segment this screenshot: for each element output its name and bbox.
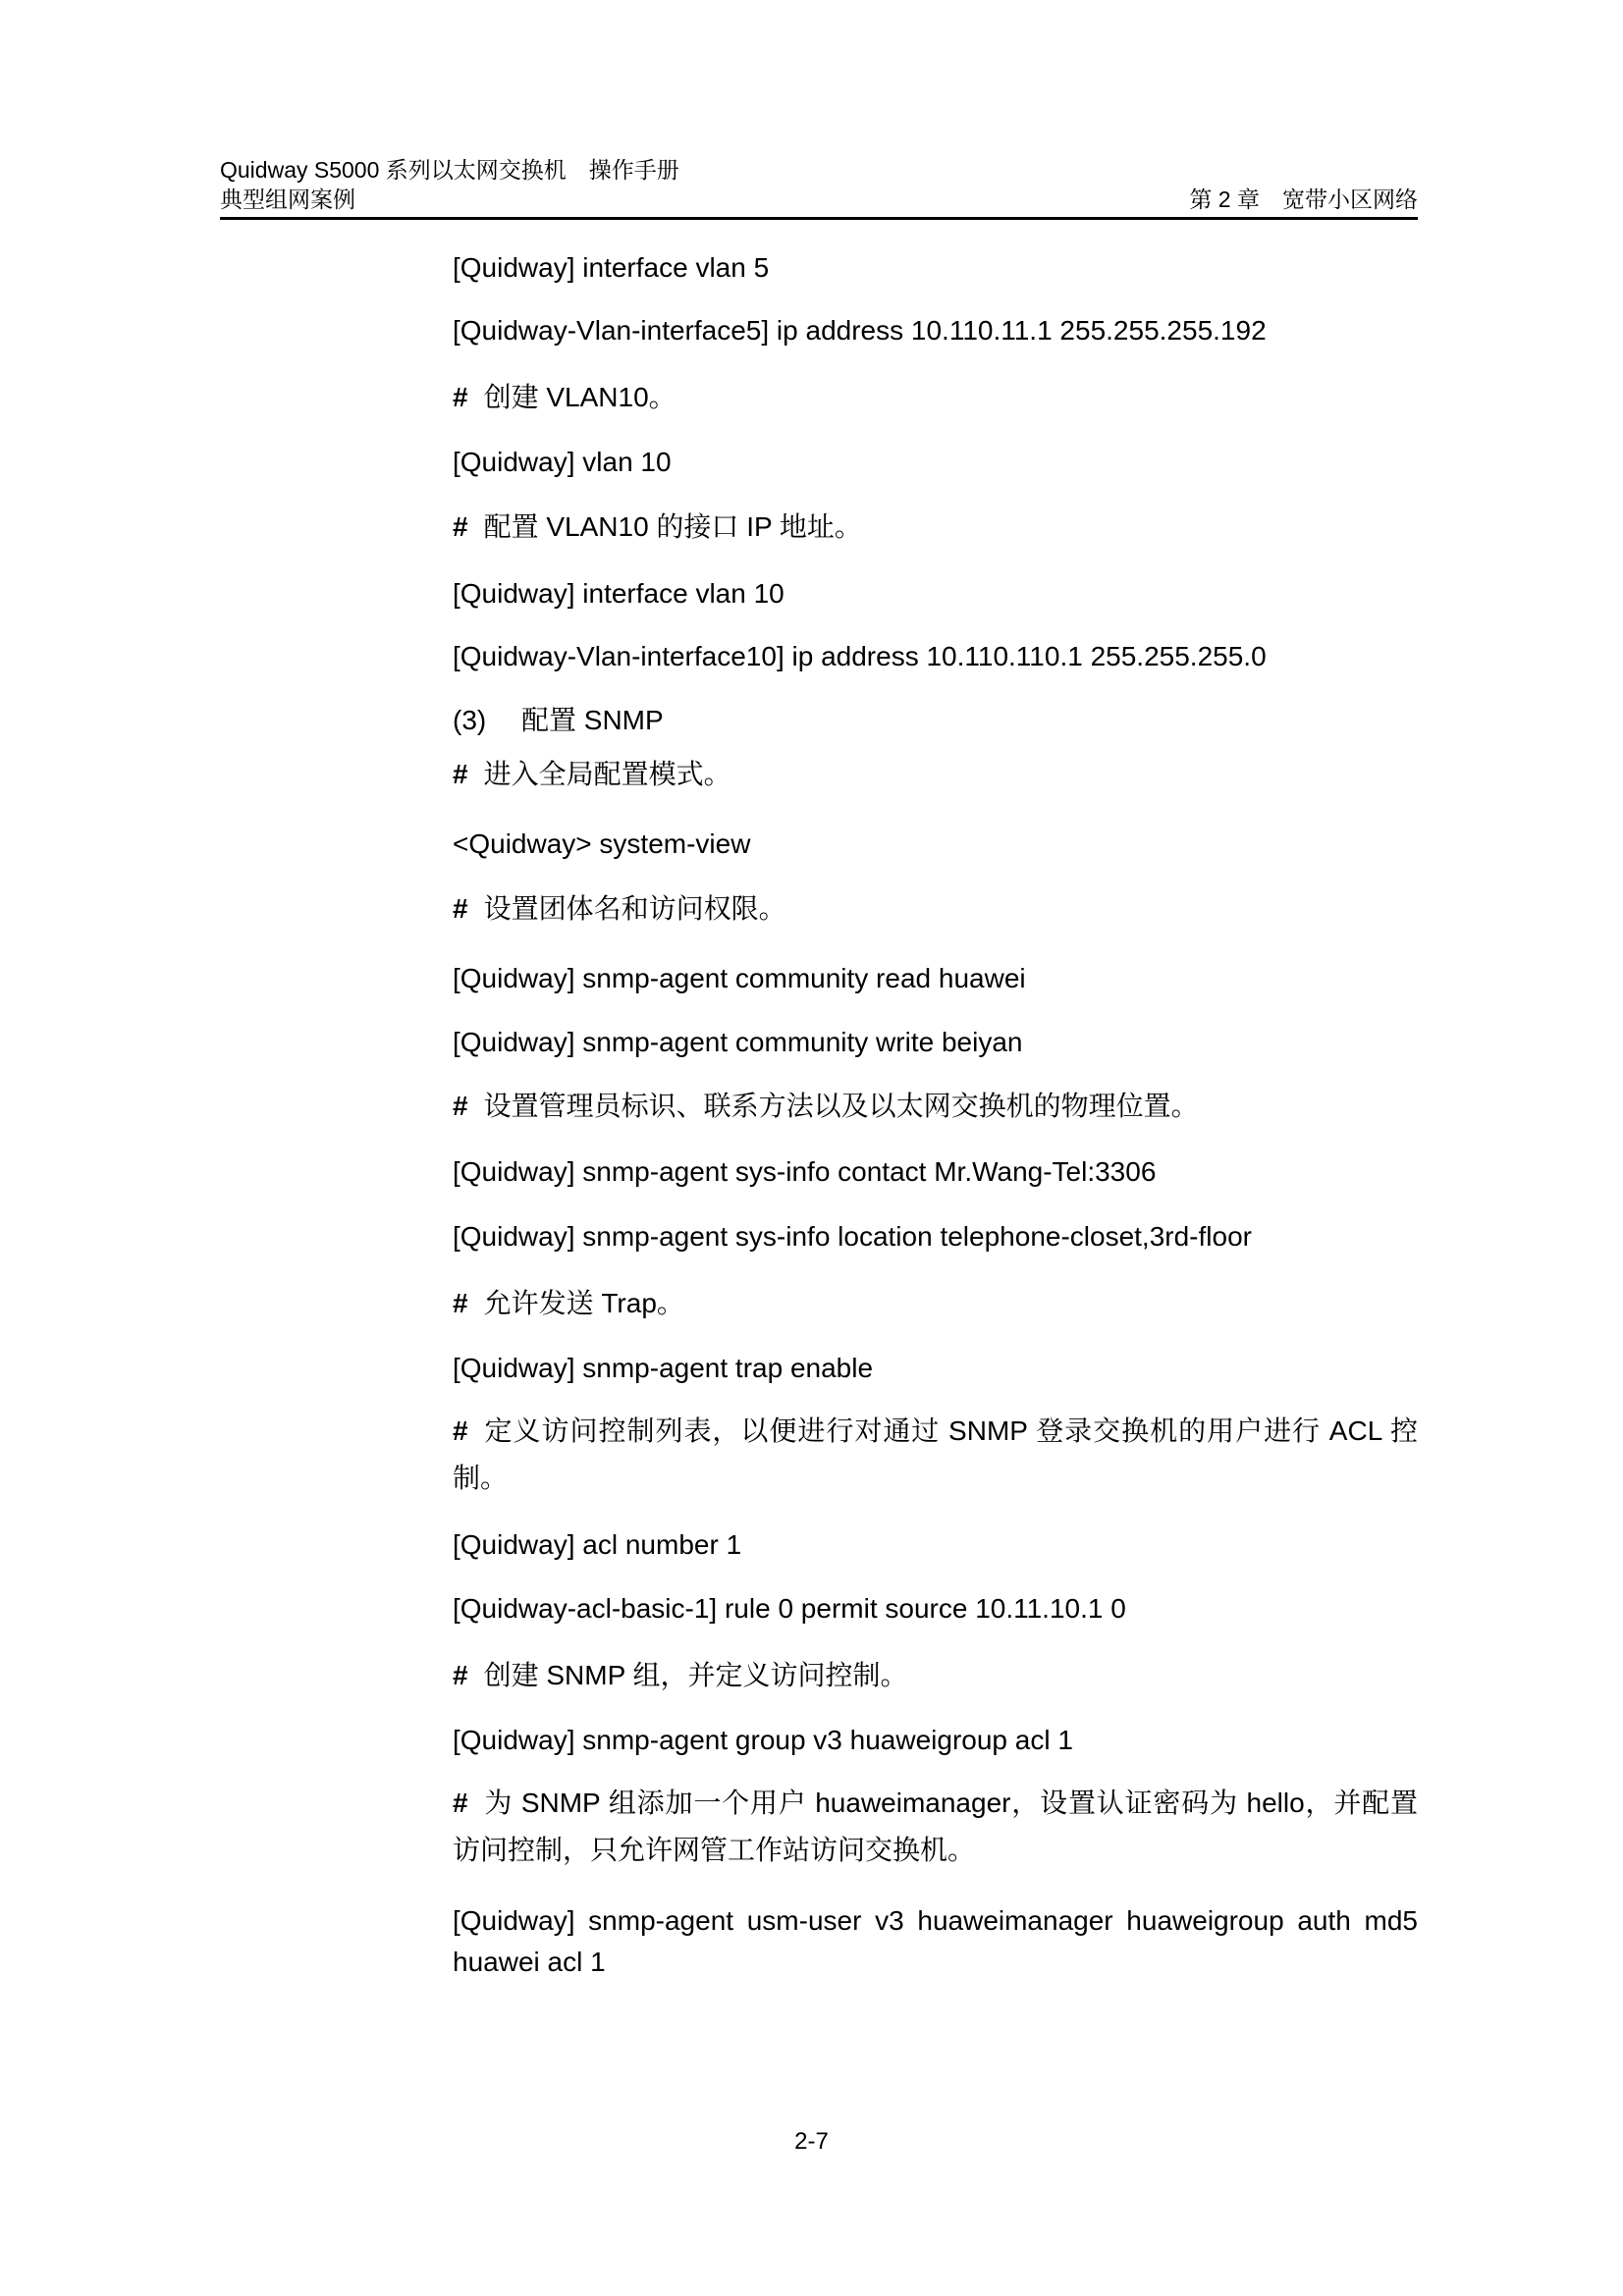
comment-line: # 配置 VLAN10 的接口 IP 地址。 <box>453 511 862 542</box>
comment-line: # 创建 SNMP 组，并定义访问控制。 <box>453 1660 908 1690</box>
comment-marker: # <box>453 511 468 542</box>
manual-title: Quidway S5000 系列以太网交换机 操作手册 <box>220 157 679 183</box>
command-line: [Quidway] vlan 10 <box>453 447 672 477</box>
command-line: [Quidway-acl-basic-1] rule 0 permit source 10.11.10.1 0 <box>453 1593 1126 1624</box>
chapter-title: 第 2 章 宽带小区网络 <box>1189 187 1418 212</box>
command-line: [Quidway-Vlan-interface5] ip address 10.110.11.1 255.255.255.192 <box>453 315 1267 346</box>
command-line: [Quidway-Vlan-interface10] ip address 10.110.110.1 255.255.255.0 <box>453 641 1267 671</box>
comment-marker: # <box>453 1788 468 1818</box>
command-line: [Quidway] snmp-agent group v3 huaweigroup acl 1 <box>453 1725 1073 1755</box>
page-number: 2-7 <box>794 2128 829 2155</box>
comment-marker: # <box>453 893 468 924</box>
command-line: <Quidway> system-view <box>453 828 751 859</box>
command-paragraph: [Quidway] snmp-agent usm-user v3 huaweimanager huaweigroup auth md5 huawei acl 1 <box>453 1905 1418 1977</box>
comment-marker: # <box>453 1091 468 1121</box>
comment-paragraph: # 为 SNMP 组添加一个用户 huaweimanager，设置认证密码为 hello，并配置访问控制，只允许网管工作站访问交换机。 <box>453 1788 1418 1865</box>
comment-line: # 允许发送 Trap。 <box>453 1288 684 1318</box>
comment-line: # 创建 VLAN10。 <box>453 382 676 412</box>
page-header <box>220 155 1418 220</box>
comment-marker: # <box>453 1660 468 1690</box>
command-line: [Quidway] snmp-agent community read huawei <box>453 963 1026 993</box>
command-line: [Quidway] acl number 1 <box>453 1529 742 1560</box>
comment-line: # 设置团体名和访问权限。 <box>453 893 786 924</box>
command-line: [Quidway] snmp-agent sys-info location telephone-closet,3rd-floor <box>453 1221 1252 1252</box>
step-number: (3) <box>453 705 487 735</box>
section-title: 典型组网案例 <box>220 187 355 212</box>
comment-marker: # <box>453 759 468 789</box>
comment-paragraph: # 定义访问控制列表，以便进行对通过 SNMP 登录交换机的用户进行 ACL 控制。 <box>453 1415 1418 1493</box>
comment-line: # 进入全局配置模式。 <box>453 759 731 789</box>
command-line: [Quidway] snmp-agent trap enable <box>453 1353 874 1383</box>
comment-marker: # <box>453 1288 468 1318</box>
command-line: [Quidway] snmp-agent sys-info contact Mr.Wang-Tel:3306 <box>453 1156 1157 1187</box>
comment-marker: # <box>453 1415 468 1446</box>
header-divider <box>220 217 1418 220</box>
command-line: [Quidway] interface vlan 10 <box>453 578 784 609</box>
step-heading: (3) 配置 SNMP <box>453 705 664 735</box>
comment-marker: # <box>453 382 468 412</box>
comment-line: # 设置管理员标识、联系方法以及以太网交换机的物理位置。 <box>453 1091 1199 1121</box>
command-line: [Quidway] interface vlan 5 <box>453 252 770 283</box>
command-line: [Quidway] snmp-agent community write beiyan <box>453 1027 1023 1057</box>
